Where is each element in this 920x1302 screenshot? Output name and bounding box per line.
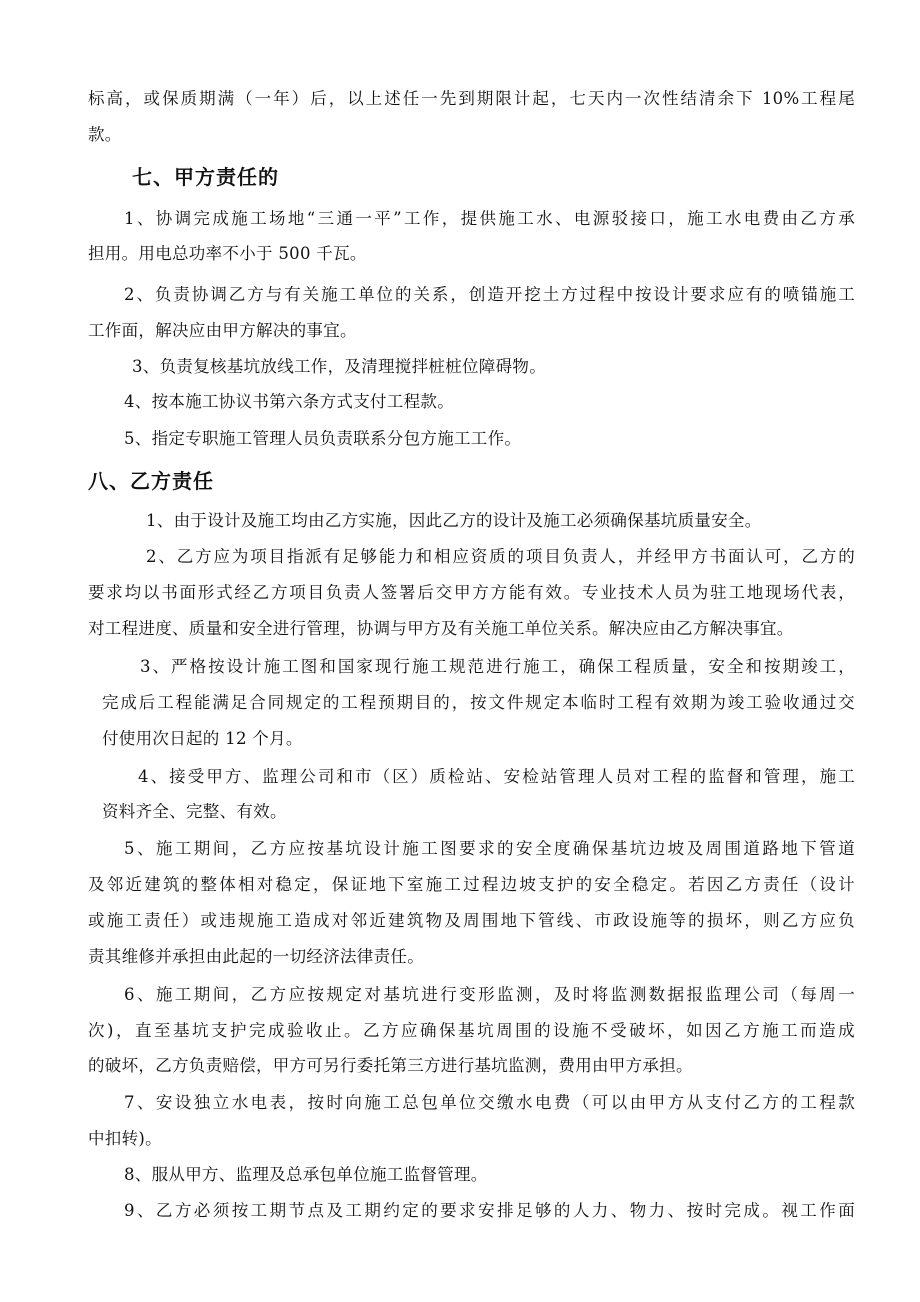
section-8-item-3-line: 3、严格按设计施工图和国家现行施工规范进行施工，确保工程质量，安全和按期竣工，: [140, 657, 855, 676]
section-7-item-4-line: 4、按本施工协议书第六条方式支付工程款。: [124, 392, 454, 411]
section-8-item-5-line: 责其维修并承担由此起的一切经济法律责任。: [88, 947, 424, 966]
section-8-item-2-line: 对工程进度、质量和安全进行管理，协调与甲方及有关施工单位关系。解决应由乙方解决事宜。: [88, 619, 794, 638]
section-8-item-2-line: 要求均以书面形式经乙方项目负责人签署后交甲方方能有效。专业技术人员为驻工地现场代表，: [88, 583, 855, 602]
intro-line: 标高，或保质期满（一年）后，以上述任一先到期限计起，七天内一次性结清余下 10%工程尾: [88, 89, 855, 108]
section-8-item-4-line: 资料齐全、完整、有效。: [102, 802, 287, 821]
section-7-item-5-line: 5、指定专职施工管理人员负责联系分包方施工工作。: [124, 429, 522, 448]
section-8-item-8-line: 8、服从甲方、监理及总承包单位施工监督管理。: [124, 1165, 488, 1184]
section-7-title: 七、甲方责任的: [132, 165, 279, 189]
section-7-item-2-line: 工作面，解决应由甲方解决的事宜。: [88, 321, 357, 340]
intro-line: 款。: [88, 125, 122, 144]
section-7-item-1-line: 1、协调完成施工场地“三通一平”工作，提供施工水、电源驳接口，施工水电费由乙方承: [124, 209, 855, 228]
section-8-item-2-line: 2、乙方应为项目指派有足够能力和相应资质的项目负责人，并经甲方书面认可，乙方的: [146, 547, 855, 566]
section-8-item-7-line: 7、安设独立水电表，按时向施工总包单位交缴水电费（可以由甲方从支付乙方的工程款: [124, 1093, 855, 1112]
section-8-item-3-line: 付使用次日起的 12 个月。: [102, 729, 303, 748]
section-7-item-1-line: 担用。用电总功率不小于 500 千瓦。: [88, 244, 367, 263]
section-8-item-5-line: 5、施工期间，乙方应按基坑设计施工图要求的安全度确保基坑边坡及周围道路地下管道: [124, 839, 855, 858]
section-8-item-3-line: 完成后工程能满足合同规定的工程预期目的，按文件规定本临时工程有效期为竣工验收通过交: [102, 693, 855, 712]
section-8-item-6-line: 6、施工期间，乙方应按规定对基坑进行变形监测，及时将监测数据报监理公司（每周一: [124, 985, 855, 1004]
section-8-item-7-line: 中扣转)。: [88, 1129, 162, 1148]
section-8-title: 八、乙方责任: [88, 469, 214, 493]
section-8-item-6-line: 次)，直至基坑支护完成验收止。乙方应确保基坑周围的设施不受破坏，如因乙方施工而造成: [88, 1021, 855, 1040]
section-8-item-9-line: 9、乙方必须按工期节点及工期约定的要求安排足够的人力、物力、按时完成。视工作面: [124, 1201, 855, 1220]
section-7-item-2-line: 2、负责协调乙方与有关施工单位的关系，创造开挖土方过程中按设计要求应有的喷锚施工: [124, 285, 855, 304]
section-8-item-1-line: 1、由于设计及施工均由乙方实施，因此乙方的设计及施工必须确保基坑质量安全。: [146, 511, 762, 530]
section-8-item-6-line: 的破坏，乙方负责赔偿，甲方可另行委托第三方进行基坑监测，费用由甲方承担。: [88, 1056, 693, 1075]
section-8-item-5-line: 或施工责任）或违规施工造成对邻近建筑物及周围地下管线、市政设施等的损坏，则乙方应负: [88, 911, 855, 930]
section-7-item-3-line: 3、负责复核基坑放线工作，及清理搅拌桩桩位障碍物。: [132, 357, 546, 376]
section-8-item-5-line: 及邻近建筑的整体相对稳定，保证地下室施工过程边坡支护的安全稳定。若因乙方责任（设计: [88, 875, 855, 894]
section-8-item-4-line: 4、接受甲方、监理公司和市（区）质检站、安检站管理人员对工程的监督和管理，施工: [138, 767, 855, 786]
